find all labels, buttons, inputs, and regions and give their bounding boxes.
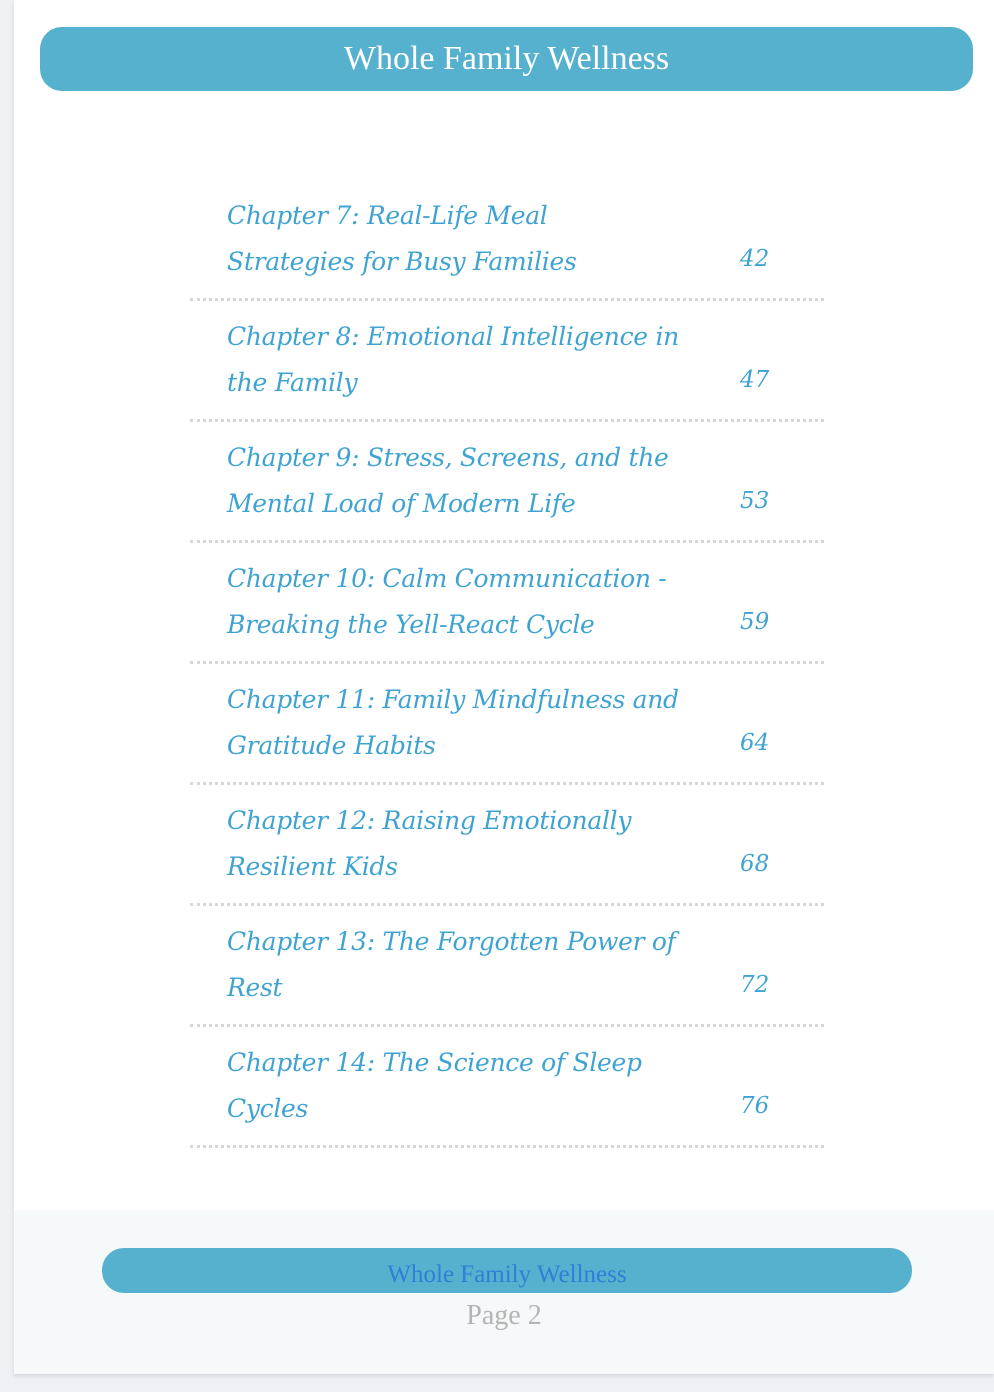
toc-entry-title-line-2: Gratitude Habits (227, 731, 436, 760)
toc-entry-title (227, 193, 687, 285)
toc-entry-title-line-2: Rest (227, 973, 283, 1002)
toc-entry-title-line-2: Mental Load of Modern Life (227, 489, 576, 518)
document-page (14, 0, 994, 1374)
toc-entry-title-line-1: Chapter 7: Real-Life Meal (227, 201, 548, 230)
toc-entry-chapter-8[interactable] (190, 304, 824, 422)
toc-entry-title (227, 677, 687, 769)
toc-entry-title-line-2: Breaking the Yell-React Cycle (227, 610, 595, 639)
toc-entry-page-number: 42 (740, 246, 770, 272)
toc-entry-title (227, 919, 687, 1011)
toc-entry-chapter-9[interactable] (190, 425, 824, 543)
toc-entry-title (227, 435, 687, 527)
toc-entry-page-number: 68 (740, 851, 770, 877)
toc-entry-title-line-1: Chapter 9: Stress, Screens, and the (227, 443, 669, 472)
toc-entry-page-number: 72 (740, 972, 770, 998)
table-of-contents (190, 183, 824, 1151)
toc-entry-chapter-7[interactable] (190, 183, 824, 301)
toc-entry-title-line-1: Chapter 8: Emotional Intelligence in (227, 322, 679, 351)
toc-entry-page-number: 76 (740, 1093, 770, 1119)
toc-entry-title (227, 314, 687, 406)
toc-entry-title-line-1: Chapter 10: Calm Communication - (227, 564, 667, 593)
header-banner (40, 27, 973, 91)
toc-entry-title (227, 798, 687, 890)
toc-entry-chapter-11[interactable] (190, 667, 824, 785)
page-number: Page 2 (466, 1300, 542, 1331)
toc-entry-page-number: 59 (740, 609, 770, 635)
toc-entry-page-number: 64 (740, 730, 770, 756)
footer-banner (102, 1248, 912, 1293)
toc-entry-title-line-1: Chapter 14: The Science of Sleep (227, 1048, 642, 1077)
toc-entry-chapter-14[interactable] (190, 1030, 824, 1148)
toc-entry-title-line-2: Cycles (227, 1094, 309, 1123)
toc-entry-title-line-2: Resilient Kids (227, 852, 398, 881)
toc-entry-page-number: 53 (740, 488, 770, 514)
toc-entry-page-number: 47 (740, 367, 770, 393)
toc-entry-title-line-1: Chapter 11: Family Mindfulness and (227, 685, 679, 714)
footer-title: Whole Family Wellness (387, 1260, 627, 1288)
header-title: Whole Family Wellness (343, 40, 670, 77)
toc-entry-chapter-13[interactable] (190, 909, 824, 1027)
toc-entry-chapter-12[interactable] (190, 788, 824, 906)
toc-entry-title (227, 1040, 687, 1132)
toc-entry-chapter-10[interactable] (190, 546, 824, 664)
toc-entry-title-line-1: Chapter 12: Raising Emotionally (227, 806, 632, 835)
toc-entry-title-line-2: the Family (227, 368, 358, 397)
toc-entry-title-line-1: Chapter 13: The Forgotten Power of (227, 927, 676, 956)
toc-entry-title (227, 556, 687, 648)
toc-entry-title-line-2: Strategies for Busy Families (227, 247, 577, 276)
